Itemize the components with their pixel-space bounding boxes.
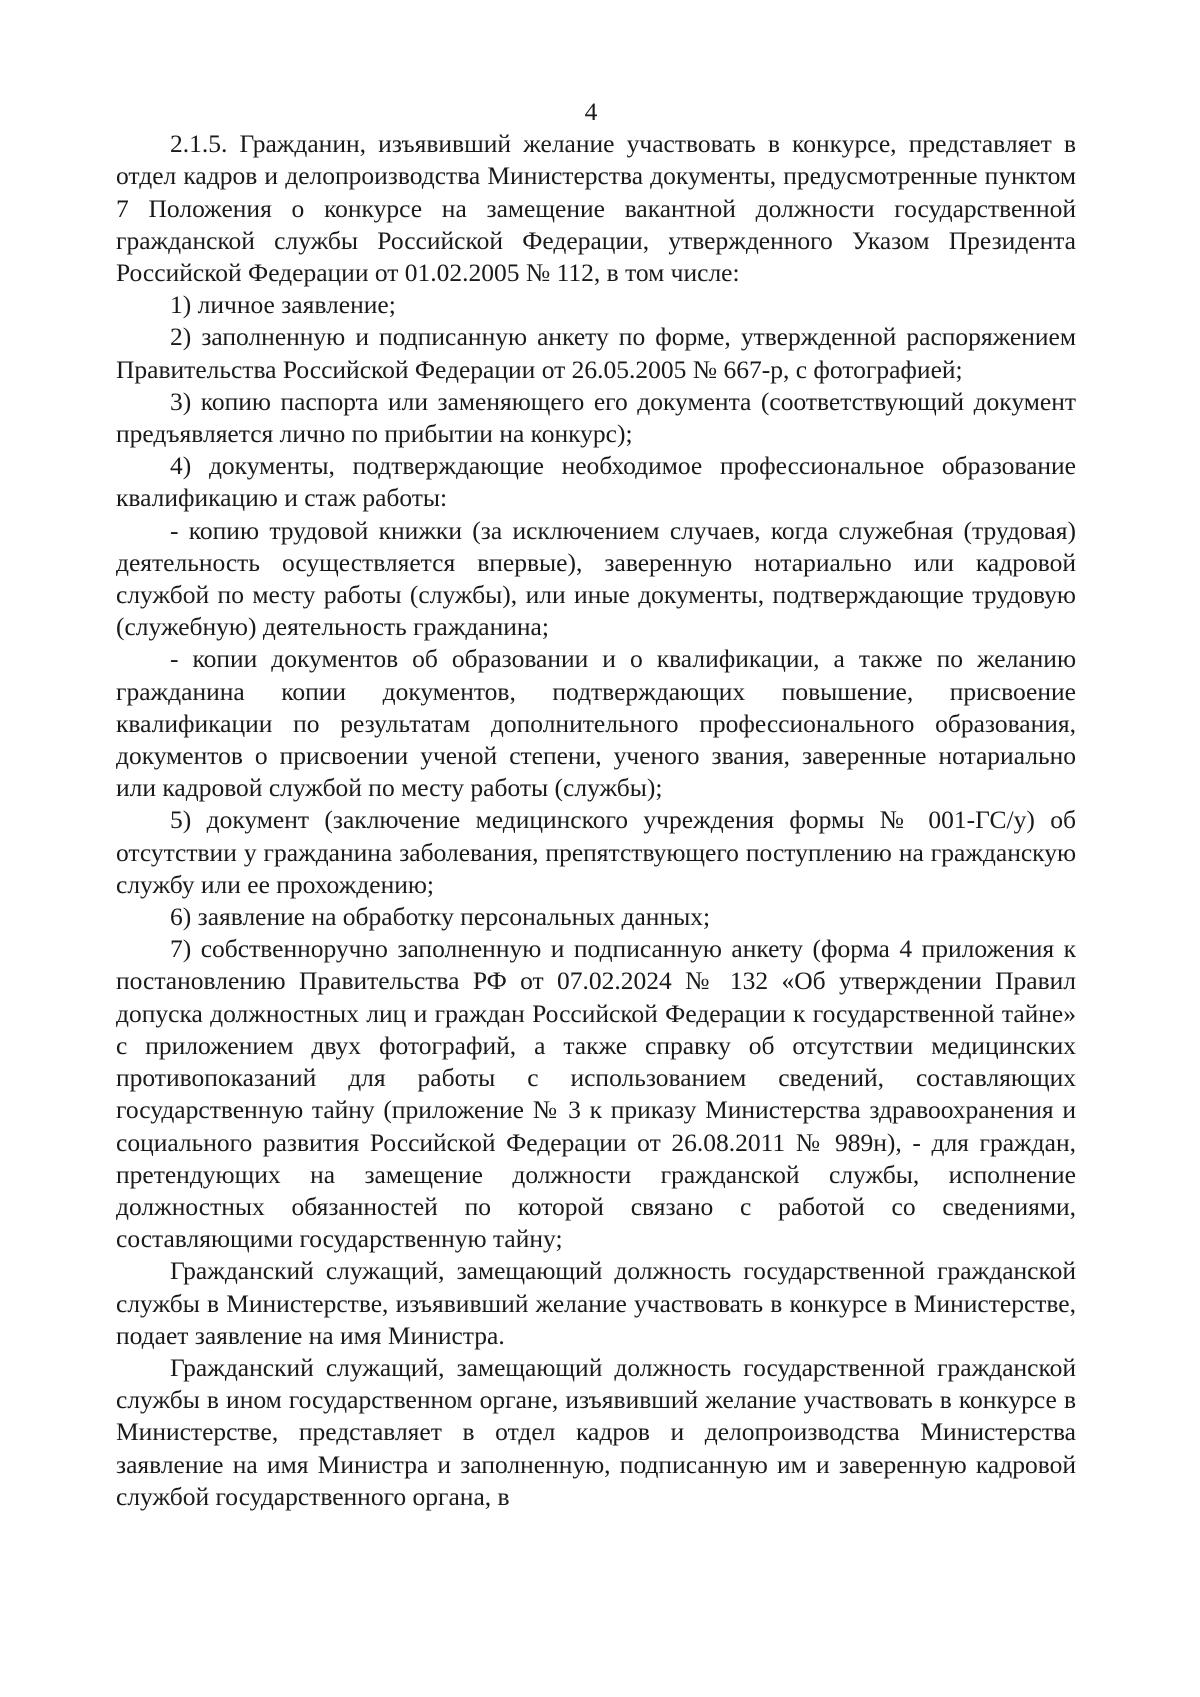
sub-item-education-docs: - копии документов об образовании и о квалификации, а также по желанию гражданина копии документов, подтверждающих повышение, присвоение квалификации по результатам дополнительного профессионального образования, документов о присвоении ученой степени, ученого звания, заверенные нотариально или кадровой службой по месту работы (службы);	[116, 644, 1076, 803]
list-item-1: 1) личное заявление;	[170, 290, 396, 320]
list-item-3: 3) копию паспорта или заменяющего его документа (соответствующий документ предъявляется лично по прибытии на конкурс);	[116, 386, 1076, 449]
paragraph-civil-servant-ministry: Гражданский служащий, замещающий должность государственной гражданской службы в Министерстве, изъявивший желание участвовать в конкурсе в Министерстве, подает заявление на имя Министра.	[116, 1256, 1076, 1350]
list-item-5: 5) документ (заключение медицинского учреждения формы № 001-ГС/у) об отсутствии у гражданина заболевания, препятствующего поступлению на гражданскую службу или ее прохождению;	[116, 805, 1076, 899]
list-item-6: 6) заявление на обработку персональных данных;	[170, 902, 711, 932]
list-item-7: 7) собственноручно заполненную и подписанную анкету (форма 4 приложения к постановлению Правительства РФ от 07.02.2024 № 132 «Об утверждении Правил допуска должностных лиц и граждан Российской Федерации к государственной тайне» с приложением двух фотографий, а также справку об отсутствии медицинских противопоказаний для работы с использованием сведений, составляющих государственную тайну (приложение № 3 к приказу Министерства здравоохранения и социального развития Российской Федерации от 26.08.2011 № 989н), - для граждан, претендующих на замещение должности гражданской службы, исполнение должностных обязанностей по которой связано с работой со сведениями, составляющими государственную тайну;	[116, 934, 1076, 1254]
sub-item-work-book: - копию трудовой книжки (за исключением случаев, когда служебная (трудовая) деятельность осуществляется впервые), заверенную нотариально или кадровой службой по месту работы (службы), или иные документы, подтверждающие трудовую (служебную) деятельность гражданина;	[116, 515, 1076, 642]
list-item-2: 2) заполненную и подписанную анкету по форме, утвержденной распоряжением Правительства Российской Федерации от 26.05.2005 № 667-р, с фотографией;	[116, 322, 1076, 384]
document-page	[116, 96, 1076, 1513]
paragraph-2-1-5: 2.1.5. Гражданин, изъявивший желание участвовать в конкурсе, представляет в отдел кадров и делопроизводства Министерства документы, предусмотренные пунктом 7 Положения о конкурсе на замещение вакантной должности государственной гражданской службы Российской Федерации, утвержденного Указом Президента Российской Федерации от 01.02.2005 № 112, в том числе:	[116, 129, 1076, 288]
paragraph-civil-servant-other-body: Гражданский служащий, замещающий должность государственной гражданской службы в ином государственном органе, изъявивший желание участвовать в конкурсе в Министерстве, представляет в отдел кадров и делопроизводства Министерства заявление на имя Министра и заполненную, подписанную им и заверенную кадровой службой государственного органа, в	[116, 1352, 1076, 1511]
list-item-4: 4) документы, подтверждающие необходимое профессиональное образование квалификацию и стаж работы:	[116, 451, 1076, 513]
page-number: 4	[584, 97, 598, 126]
